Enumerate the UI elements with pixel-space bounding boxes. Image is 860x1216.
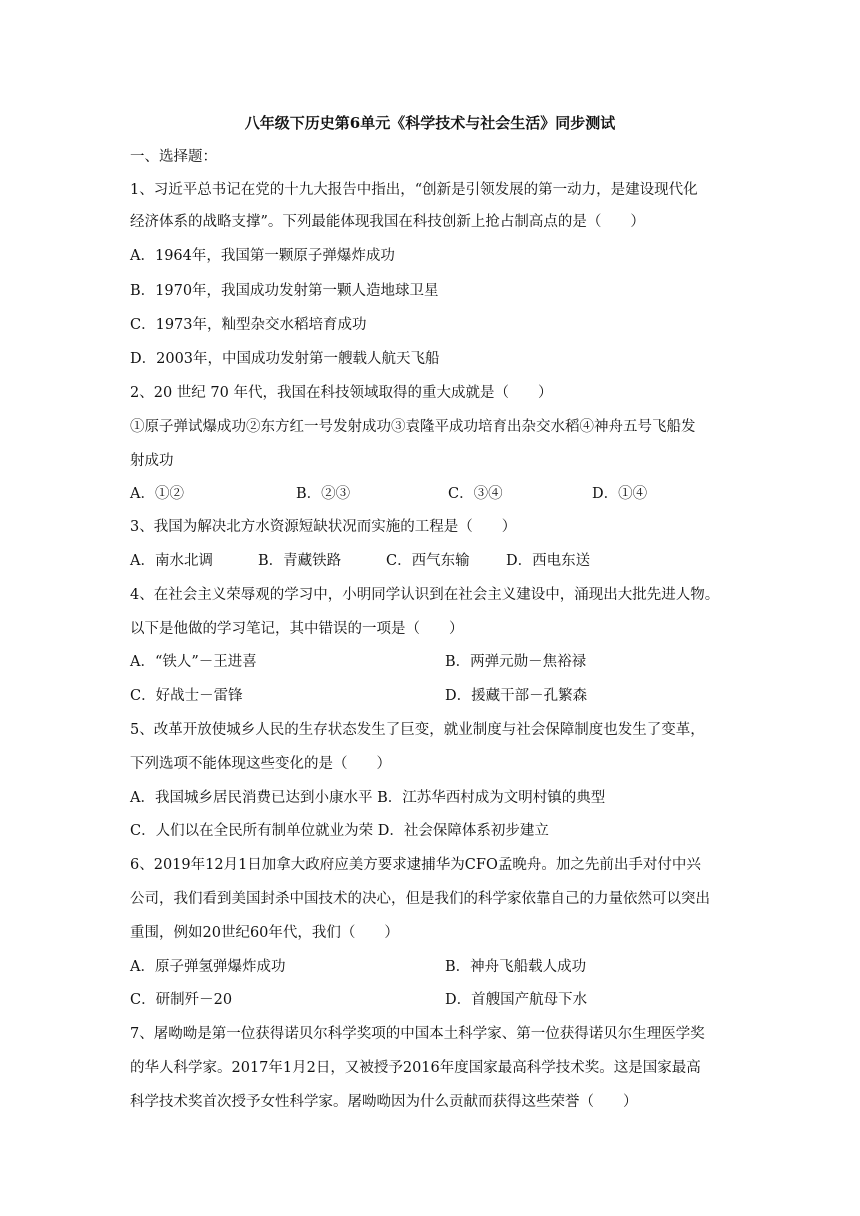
question-7-stem-line-1: 7、屠呦呦是第一位获得诺贝尔科学奖项的中国本土科学家、第一位获得诺贝尔生理医学奖 <box>130 1026 705 1042</box>
question-1-option-b: B．1970年，我国成功发射第一颗人造地球卫星 <box>130 283 439 299</box>
question-6-stem-line-3: 重围，例如20世纪60年代，我们（ ） <box>130 925 399 941</box>
question-1-option-c: C．1973年，籼型杂交水稻培育成功 <box>130 317 367 333</box>
question-6-stem-line-1: 6、2019年12月1日加拿大政府应美方要求逮捕华为CFO孟晚舟。加之先前出手对付中兴 <box>130 857 701 873</box>
question-4-stem-line-2: 以下是他做的学习笔记，其中错误的一项是（ ） <box>130 621 464 637</box>
question-6-stem-line-2: 公司，我们看到美国封杀中国技术的决心，但是我们的科学家依靠自己的力量依然可以突出 <box>130 891 710 907</box>
question-3-options <box>130 550 740 572</box>
question-7-stem-line-2: 的华人科学家。2017年1月2日，又被授予2016年度国家最高科学技术奖。这是国家最高 <box>130 1060 701 1076</box>
question-2-option-b: B．②③ <box>296 486 351 502</box>
question-2-option-a: A．①② <box>130 486 184 502</box>
question-3-stem: 3、我国为解决北方水资源短缺状况而实施的工程是（ ） <box>130 519 517 535</box>
question-6-options-row-1 <box>130 956 740 978</box>
question-1-option-d: D．2003年，中国成功发射第一艘载人航天飞船 <box>130 351 440 367</box>
question-1-option-a: A．1964年，我国第一颗原子弹爆炸成功 <box>130 248 395 264</box>
question-4-option-d: D．援藏干部－孔繁森 <box>445 688 588 704</box>
question-6-option-c: C．研制歼－20 <box>130 992 233 1008</box>
question-2-option-d: D．①④ <box>592 486 648 502</box>
question-5-stem-line-2: 下列选项不能体现这些变化的是（ ） <box>130 756 391 772</box>
question-2-stem-line-3: 射成功 <box>130 453 174 469</box>
question-3-option-b: B．青藏铁路 <box>258 553 342 569</box>
question-3-option-c: C．西气东输 <box>386 553 470 569</box>
question-6-option-a: A．原子弹氢弹爆炸成功 <box>130 959 286 975</box>
question-6-options-row-2 <box>130 989 740 1011</box>
section-heading: 一、选择题： <box>130 149 217 165</box>
question-3-option-a: A．南水北调 <box>130 553 213 569</box>
question-4-option-a: A．“铁人”－王进喜 <box>130 654 257 670</box>
question-7-stem-line-3: 科学技术奖首次授予女性科学家。屠呦呦因为什么贡献而获得这些荣誉（ ） <box>130 1094 638 1110</box>
question-5-options-row-1: A．我国城乡居民消费已达到小康水平 B．江苏华西村成为文明村镇的典型 <box>130 790 606 806</box>
question-4-option-b: B．两弹元勋－焦裕禄 <box>445 654 587 670</box>
question-1-stem-line-1: 1、习近平总书记在党的十九大报告中指出，“创新是引领发展的第一动力，是建设现代化 <box>130 182 698 198</box>
question-5-stem-line-1: 5、改革开放使城乡人民的生存状态发生了巨变，就业制度与社会保障制度也发生了变革， <box>130 722 705 738</box>
question-4-option-c: C．好战士－雷锋 <box>130 688 243 704</box>
document-title: 八年级下历史第6单元《科学技术与社会生活》同步测试 <box>244 114 616 132</box>
question-6-option-b: B．神舟飞船载人成功 <box>445 959 587 975</box>
question-4-options-row-2 <box>130 685 740 707</box>
question-1-stem-line-2: 经济体系的战略支撑”。下列最能体现我国在科技创新上抢占制高点的是（ ） <box>130 214 645 230</box>
question-5-options-row-2: C．人们以在全民所有制单位就业为荣 D．社会保障体系初步建立 <box>130 823 549 839</box>
question-2-option-c: C．③④ <box>448 486 503 502</box>
question-4-stem-line-1: 4、在社会主义荣辱观的学习中，小明同学认识到在社会主义建设中，涌现出大批先进人物。 <box>130 587 720 603</box>
question-2-stem-line-2: ①原子弹试爆成功②东方红一号发射成功③袁隆平成功培育出杂交水稻④神舟五号飞船发 <box>130 419 696 435</box>
question-2-stem-line-1: 2、20 世纪 70 年代，我国在科技领域取得的重大成就是（ ） <box>130 385 553 401</box>
question-4-options-row-1 <box>130 651 740 673</box>
question-3-option-d: D．西电东送 <box>506 553 591 569</box>
question-2-options <box>130 483 740 505</box>
question-6-option-d: D．首艘国产航母下水 <box>445 992 588 1008</box>
